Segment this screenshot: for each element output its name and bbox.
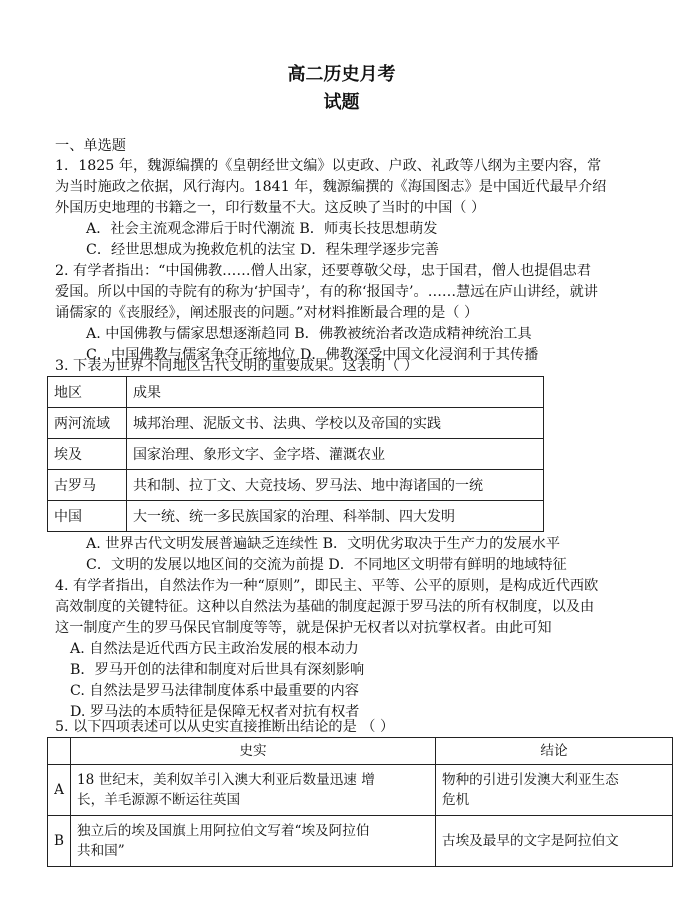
q3-table [47,376,544,532]
q1-options-cd: C．经世思想成为挽救危机的法宝 D．程朱理学逐步完善 [86,242,440,258]
table-row [48,501,544,532]
table-cell: 埃及 [48,439,127,470]
q2-options-cd: C．中国佛教与儒家争夺正统地位 D．佛教深受中国文化浸润利于其传播 [86,347,539,363]
table-row [48,816,673,867]
table-cell: 成果 [127,377,544,408]
table-row [48,408,544,439]
q1-line-3: 外国历史地理的书籍之一，印行数量不大。这反映了当时的中国（ ） [55,200,486,216]
q4-line-2: 高效制度的关键特征。这种以自然法为基础的制度起源于罗马法的所有权制度，以及由 [55,599,595,615]
row-label: A [48,765,71,816]
table-row [48,765,673,816]
table-cell: 地区 [48,377,127,408]
fact-line: 共和国” [77,843,125,859]
fact-cell [71,765,436,816]
table-header-row [48,738,673,765]
fact-line: 18 世纪末，美利奴羊引入澳大利亚后数量迅速 增 [77,772,375,788]
section-heading: 一、单选题 [55,138,126,154]
q4-option-d: D. 罗马法的本质特征是保障无权者对抗有权者 [70,704,360,720]
q4-option-c: C. 自然法是罗马法律制度体系中最重要的内容 [70,683,359,699]
table-cell: 城邦治理、泥版文书、法典、学校以及帝国的实践 [127,408,544,439]
conclusion-line: 物种的引进引发澳大利亚生态 [442,772,619,788]
q4-option-b: B．罗马开创的法律和制度对后世具有深刻影响 [70,662,365,678]
fact-cell [71,816,436,867]
conclusion-line: 古埃及最早的文字是阿拉伯文 [442,833,619,849]
q4-line-3: 这一制度产生的罗马保民官制度等等，就是保护无权者以对抗掌权者。由此可知 [55,620,552,636]
q5-table [47,737,673,867]
q3-options-cd: C．文明的发展以地区间的交流为前提 D．不同地区文明带有鲜明的地域特征 [86,557,567,573]
q2-line-3: 诵儒家的《丧服经》，阐述服丧的问题。”对材料推断最合理的是（ ） [55,305,479,321]
page-title: 高二历史月考 [287,64,396,85]
table-cell: 中国 [48,501,127,532]
fact-line: 长，羊毛源源不断运往英国 [77,792,241,808]
q3-options-ab: A. 世界古代文明发展普遍缺乏连续性 B．文明优劣取决于生产力的发展水平 [86,536,561,552]
table-row [48,377,544,408]
q2-options-ab: A. 中国佛教与儒家思想逐渐趋同 B．佛教被统治者改造成精神统治工具 [86,326,532,342]
table-cell: 古罗马 [48,470,127,501]
fact-line: 独立后的埃及国旗上用阿拉伯文写着“埃及阿拉伯 [77,823,370,839]
table-row [48,439,544,470]
conclusion-cell [436,765,673,816]
table-cell: 大一统、统一多民族国家的治理、科举制、四大发明 [127,501,544,532]
table-cell: 共和制、拉丁文、大竞技场、罗马法、地中海诸国的一统 [127,470,544,501]
row-label: B [48,816,71,867]
q2-line-2: 爱国。所以中国的寺院有的称为‘护国寺’，有的称‘报国寺’。……慧远在庐山讲经，就讲 [55,284,598,300]
conclusion-cell [436,816,673,867]
table-header-cell: 结论 [436,738,673,765]
q1-options-ab: A．社会主流观念滞后于时代潮流 B．师夷长技思想萌发 [86,221,438,237]
table-cell: 两河流域 [48,408,127,439]
table-cell: 国家治理、象形文字、金字塔、灌溉农业 [127,439,544,470]
q1-line-2: 为当时施政之依据，风行海内。1841 年，魏源编撰的《海国图志》是中国近代最早介绍 [55,179,607,195]
q5-stem: 5. 以下四项表述可以从史实直接推断出结论的是 （ ） [55,719,395,735]
table-header-cell: 史实 [71,738,436,765]
table-row [48,470,544,501]
conclusion-line: 危机 [442,792,470,808]
q3-stem: 3. 下表为世界不同地区古代文明的重要成果。这表明（ ） [55,358,419,374]
table-header-cell [48,738,71,765]
q4-line-1: 4. 有学者指出，自然法作为一种“原则”，即民主、平等、公平的原则，是构成近代西欧 [55,578,599,594]
q1-line-1: 1．1825 年，魏源编撰的《皇朝经世文编》以吏政、户政、礼政等八纲为主要内容，常 [55,158,602,174]
page-subtitle: 试题 [323,92,360,113]
q2-line-1: 2. 有学者指出：“中国佛教……僧人出家，还要尊敬父母，忠于国君，僧人也提倡忠君 [55,263,592,279]
q4-option-a: A. 自然法是近代西方民主政治发展的根本动力 [70,641,359,657]
